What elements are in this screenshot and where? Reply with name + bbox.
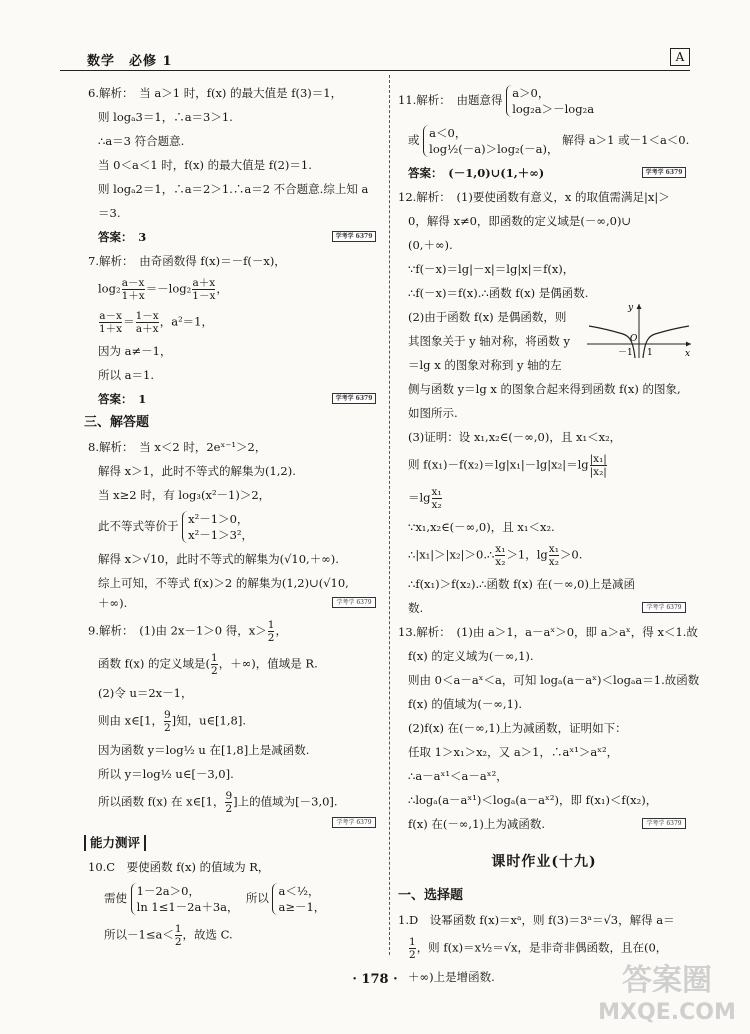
header-rule — [60, 70, 690, 71]
q13-line: ∴a－aˣ¹＜a－aˣ²， — [408, 769, 508, 783]
fraction: $\frac{9}{2}$ — [225, 790, 233, 815]
q8-line: 8.解析： 当 x＜2 时，2eˣ⁻¹＞2， — [88, 440, 267, 454]
fraction: $\frac{\text{x₁}}{\text{x₂}}$ — [495, 543, 506, 568]
q6-line: 当 0＜a＜1 时，f(x) 的最大值是 f(2)＝1. — [98, 158, 312, 172]
section-heading: 一、选择题 — [398, 888, 464, 903]
q10-line: 所以－1≤a＜ $\frac{1}{2}$ ，故选 C. — [104, 923, 233, 948]
q12-line: 0，解得 x≠0，即函数的定义域是(－∞,0)∪ — [408, 214, 632, 228]
y-axis-label: y — [628, 303, 634, 313]
q6-line: ∴a＝3 符合题意. — [98, 134, 185, 148]
q7-line: 所以 a＝1. — [98, 368, 154, 382]
q12-line: 数. 学考学 6379 — [398, 600, 690, 616]
fraction: $\frac{1}{2}$ — [174, 923, 182, 948]
q8-line: ＋∞). 学考学 6379 — [88, 595, 380, 611]
q12-line: ∵x₁,x₂∈(－∞,0)，且 x₁＜x₂. — [408, 520, 555, 534]
x-axis-arrow — [686, 342, 691, 347]
q13-line: 则由 0＜a－aˣ＜a，可知 logₐ(a－aˣ)＜logₐa＝1.故函数 — [408, 673, 700, 687]
q9-line: (2)令 u＝2x－1， — [98, 686, 193, 700]
q13-line: (2)f(x) 在(－∞,1)上为减函数，证明如下： — [408, 721, 627, 735]
q8-line: 解得 x＞1，此时不等式的解集为(1,2). — [98, 464, 296, 478]
q12-line: (2)由于函数 f(x) 是偶函数，则 — [408, 310, 567, 324]
q12-line: ＝lg x 的图象对称到 y 轴的左 — [408, 358, 562, 372]
q1-line: ＋∞)上是增函数. — [408, 970, 495, 984]
q13-line: f(x) 的定义域为(－∞,1). — [408, 649, 534, 663]
q12-line: (3)证明：设 x₁,x₂∈(－∞,0)，且 x₁＜x₂， — [408, 430, 622, 444]
qr-stamp: 学考学 6379 — [642, 818, 686, 829]
q6-line: ＝3. — [98, 206, 121, 220]
lg-abs-x-graph — [585, 300, 695, 360]
q11-system: 11.解析： 由题意得 a＞0， log₂a＞－log₂a — [398, 86, 595, 116]
fraction: $\frac{9}{2}$ — [163, 709, 171, 734]
equation-brace: a＞0， log₂a＞－log₂a — [506, 85, 594, 117]
q6-answer: 答案： 3 学考学 6379 — [88, 229, 380, 245]
q13-line: f(x) 的值域为(－∞,1). — [408, 697, 523, 711]
page-number: · 178 · — [352, 972, 398, 987]
fraction: $\frac{\text{x₁}}{\text{x₂}}$ — [548, 543, 559, 568]
q11-system: 或 a＜0， log½(－a)＞log₂(－a)， 解得 a＞1 或－1＜a＜0. — [408, 126, 690, 156]
q11-answer: 答案： (－1,0)∪(1,＋∞) 学考学 6379 — [398, 165, 690, 181]
fraction: $\frac{a+x}{1-x}$ — [192, 277, 216, 302]
edition-badge: A — [670, 48, 690, 66]
q7-line: 因为 a≠－1， — [98, 344, 172, 358]
watermark: 答案圈 MXQE.COM — [598, 963, 736, 1025]
q9-line: 因为函数 y＝log½ u 在[1,8]上是减函数. — [98, 743, 310, 757]
q9-line: 所以 y＝log½ u∈[－3,0]. — [98, 767, 234, 781]
fraction: $\frac{1}{2}$ — [211, 652, 218, 677]
tick-label-neg1: －1 — [618, 348, 633, 358]
q7-answer: 答案： 1 学考学 6379 — [88, 391, 380, 407]
q9-line: 则由 x∈[1， $\frac{9}{2}$ ]知，u∈[1,8]. — [98, 709, 246, 734]
fraction: $\frac{1}{2}$ — [409, 936, 416, 961]
q13-line: f(x) 在(－∞,1)上为减函数. 学考学 6379 — [398, 816, 690, 832]
fraction: $\frac{\text{x₁}}{\text{x₂}}$ — [431, 486, 442, 511]
fraction: $\frac{a-x}{1+x}$ — [121, 277, 145, 302]
q6-line: 则 logₐ3＝1，∴a＝3＞1. — [98, 110, 233, 124]
tick-label-1: 1 — [647, 348, 653, 358]
equation-brace: 1－2a＞0， ln 1≤1－2a＋3a， — [131, 883, 239, 915]
q1-line: 1.D 设幂函数 f(x)＝xᵃ，则 f(3)＝3ᵃ＝√3，解得 a＝ — [398, 913, 675, 927]
right-column — [398, 85, 700, 985]
q8-line: 当 x≥2 时，有 log₃(x²－1)＞2， — [98, 488, 271, 502]
q7-ratio-equation: $\frac{a-x}{1+x}$ ＝ $\frac{1-x}{a+x}$ ，a²＝1， — [99, 310, 214, 335]
q9-line: 所以函数 f(x) 在 x∈[1， $\frac{9}{2}$ ]上的值域为[－3,0]. — [98, 790, 338, 815]
ability-heading: 能力测评 — [84, 835, 380, 851]
q12-line: ＝lg $\frac{\text{x₁}}{\text{x₂}}$ — [408, 486, 442, 511]
equation-brace: a＜½， a≥－1， — [272, 883, 325, 915]
q12-line: 其图象关于 y 轴对称，将函数 y — [408, 334, 570, 348]
qr-stamp: 学考学 6379 — [332, 817, 376, 828]
q12-line: ∴|x₁|＞|x₂|＞0.∴ $\frac{\text{x₁}}{\text{x₂}}$ ＞1，lg $\frac{\text{x₁}}{\text{x₂}}$ ＞0. — [408, 543, 583, 568]
q8-system: 此不等式等价于 x²－1＞0， x²－1＞3²， — [98, 512, 253, 542]
q7-line: 7.解析： 由奇函数得 f(x)＝－f(－x)， — [88, 254, 286, 268]
q8-line: 综上可知，不等式 f(x)＞2 的解集为(1,2)∪(√10, — [98, 576, 349, 590]
qr-stamp: 学考学 6379 — [332, 393, 376, 404]
q12-line: 如图所示. — [408, 406, 458, 420]
q12-line: 则 f(x₁)－f(x₂)＝lg|x₁|－lg|x₂|＝lg $\frac{\text{|x₁|}}{\text{|x₂|}}$ — [408, 453, 607, 478]
q8-line: 解得 x＞√10，此时不等式的解集为(√10,＋∞). — [98, 552, 339, 566]
qr-stamp: 学考学 6379 — [332, 597, 376, 608]
q12-line: 12.解析： (1)要使函数有意义，x 的取值需满足|x|＞ — [398, 190, 670, 204]
q9-line: 函数 f(x) 的定义域是( $\frac{1}{2}$ ，＋∞)，值域是 R. — [98, 652, 318, 677]
y-axis-arrow — [637, 304, 642, 309]
fraction: $\frac{1}{2}$ — [267, 619, 275, 644]
q6-line: 则 logₐ2＝1，∴a＝2＞1.∴a＝2 不合题意.综上知 a — [98, 182, 369, 196]
q12-line: ∴f(－x)＝f(x).∴函数 f(x) 是偶函数. — [408, 286, 589, 300]
section-heading: 三、解答题 — [84, 415, 150, 430]
fraction: $\frac{1-x}{a+x}$ — [135, 310, 159, 335]
book-title: 数学 必修 1 — [87, 54, 173, 69]
q7-log-equation: log₂ $\frac{a-x}{1+x}$ ＝－log₂ $\frac{a+x}{1-x}$ ， — [98, 277, 228, 302]
q10-system: 需使 1－2a＞0， ln 1≤1－2a＋3a， 所以 a＜½， a≥－1， — [104, 884, 326, 914]
qr-stamp: 学考学 6379 — [642, 602, 686, 613]
left-column — [84, 85, 380, 948]
q10-line: 10.C 要使函数 f(x) 的值域为 R， — [88, 860, 270, 874]
q9-line: 9.解析： (1)由 2x－1＞0 得，x＞ $\frac{1}{2}$ ， — [88, 619, 287, 644]
fraction: $\frac{a-x}{1+x}$ — [99, 310, 123, 335]
q1-line: $\frac{1}{2}$ ，则 f(x)＝x½＝√x，是非奇非偶函数，且在(0， — [409, 936, 668, 961]
equation-brace: a＜0， log½(－a)＞log₂(－a)， — [423, 125, 558, 157]
q12-line: 侧与函数 y＝lg x 的图象合起来得到函数 f(x) 的图象, — [408, 382, 681, 396]
qr-stamp: 学考学 6379 — [332, 231, 376, 242]
q6-line: 6.解析： 当 a＞1 时，f(x) 的最大值是 f(3)＝1， — [88, 86, 343, 100]
q13-line: 13.解析： (1)由 a＞1，a－aˣ＞0，即 a＞aˣ，得 x＜1.故 — [398, 625, 698, 639]
q13-line: ∴logₐ(a－aˣ¹)＜logₐ(a－aˣ²)，即 f(x₁)＜f(x₂)， — [408, 793, 658, 807]
equation-brace: x²－1＞0， x²－1＞3²， — [182, 511, 253, 543]
homework-title: 课时作业(十九) — [491, 854, 597, 870]
page-header — [60, 48, 690, 68]
q12-line: ∴f(x₁)＞f(x₂).∴函数 f(x) 在(－∞,0)上是减函 — [408, 577, 635, 591]
q13-line: 任取 1＞x₁＞x₂，又 a＞1，∴aˣ¹＞aˣ²， — [408, 745, 619, 759]
q12-line: ∵f(－x)＝lg|－x|＝lg|x|＝f(x)， — [408, 262, 575, 276]
stamp-row — [88, 815, 380, 827]
q12-line: (0,＋∞). — [408, 238, 453, 252]
fraction: $\frac{\text{|x₁|}}{\text{|x₂|}}$ — [589, 453, 607, 478]
origin-label: O — [630, 334, 638, 344]
qr-stamp: 学考学 6379 — [642, 167, 686, 178]
x-axis-label: x — [685, 349, 691, 359]
column-divider — [389, 75, 390, 955]
